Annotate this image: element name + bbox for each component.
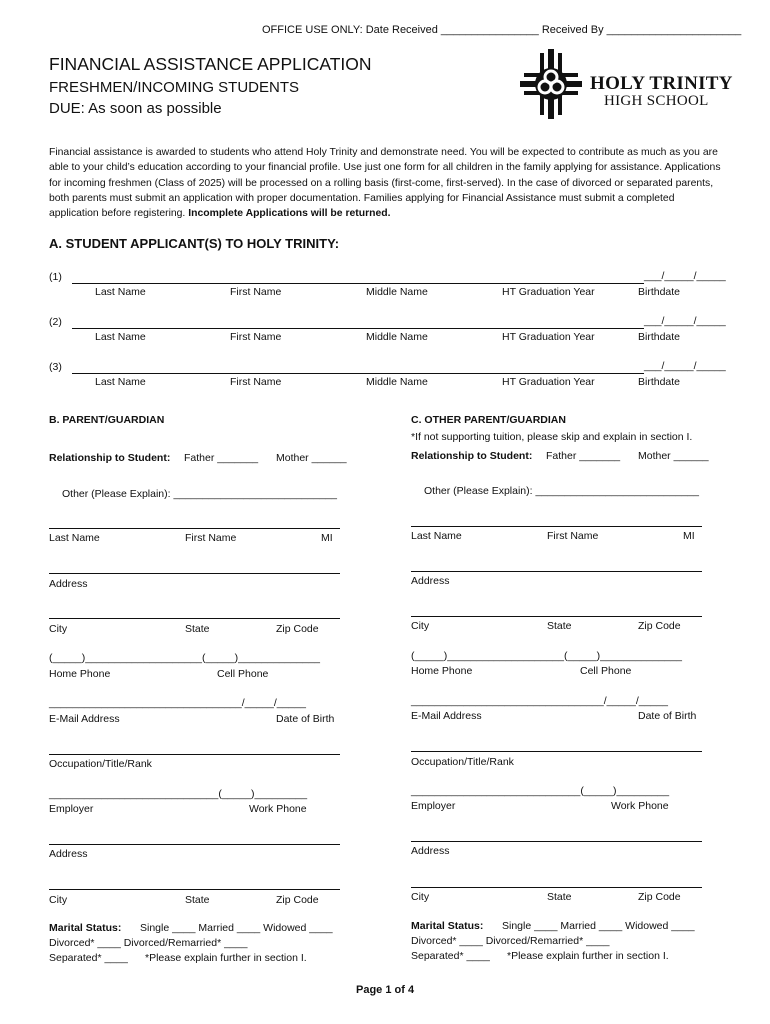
- address-field[interactable]: [49, 573, 340, 574]
- birthdate-field[interactable]: ___/_____/_____: [644, 315, 726, 327]
- label-city: City: [49, 623, 68, 635]
- label-work-phone: Work Phone: [249, 803, 307, 815]
- label-grad-year: HT Graduation Year: [502, 331, 595, 343]
- marital-status-label: Marital Status:: [411, 920, 484, 932]
- label-last-name: Last Name: [95, 376, 146, 388]
- label-cell-phone: Cell Phone: [217, 668, 269, 680]
- label-city: City: [49, 894, 68, 906]
- label-last-name: Last Name: [411, 530, 462, 542]
- row-number: (2): [49, 316, 62, 328]
- form-subtitle: FRESHMEN/INCOMING STUDENTS: [49, 79, 300, 96]
- relationship-label: Relationship to Student:: [411, 450, 533, 462]
- label-last-name: Last Name: [49, 532, 100, 544]
- label-last-name: Last Name: [95, 286, 146, 298]
- occupation-field[interactable]: [411, 751, 702, 752]
- holy-trinity-emblem-icon: [520, 49, 582, 119]
- label-city: City: [411, 891, 430, 903]
- label-first-name: First Name: [230, 286, 282, 298]
- student-name-field[interactable]: [72, 328, 644, 329]
- label-city: City: [411, 620, 430, 632]
- student-name-field[interactable]: [72, 283, 644, 284]
- label-zip: Zip Code: [638, 620, 681, 632]
- section-a-title: A. STUDENT APPLICANT(S) TO HOLY TRINITY:: [49, 236, 340, 251]
- form-title: FINANCIAL ASSISTANCE APPLICATION: [49, 54, 372, 74]
- label-home-phone: Home Phone: [49, 668, 111, 680]
- label-first-name: First Name: [185, 532, 237, 544]
- label-zip: Zip Code: [638, 891, 681, 903]
- label-email: E-Mail Address: [49, 713, 120, 725]
- email-dob-field[interactable]: _________________________________/_____/_____: [49, 697, 306, 709]
- label-home-phone: Home Phone: [411, 665, 473, 677]
- label-address: Address: [49, 578, 88, 590]
- city-state-zip-field[interactable]: [49, 618, 340, 619]
- birthdate-field[interactable]: ___/_____/_____: [644, 360, 726, 372]
- school-logo: [520, 49, 733, 119]
- email-dob-field[interactable]: _________________________________/_____/_____: [411, 695, 668, 707]
- label-middle-name: Middle Name: [366, 376, 428, 388]
- intro-paragraph: Financial assistance is awarded to students who attend Holy Trinity and demonstrate need. You will be expected to contribute as much as you are able to your child’s education according to your financial profile. Use just one form for all children in the family applying for assistance. Applications for incoming freshmen (Class of 2025) will be processed on a rolling basis (first-come, first-served). In the case of divorced or separated parents, both parents must submit an application with proper documentation. Families applying for Financial Assistance must submit a completed application before registering. Incomplete Applications will be returned.: [49, 147, 721, 220]
- student-name-field[interactable]: [72, 373, 644, 374]
- label-middle-name: Middle Name: [366, 331, 428, 343]
- father-option[interactable]: Father _______: [546, 450, 621, 462]
- phone-field[interactable]: (_____)____________________(_____)______________: [49, 652, 320, 664]
- label-email: E-Mail Address: [411, 710, 482, 722]
- other-explain-field[interactable]: Other (Please Explain): ____________________________: [424, 485, 699, 497]
- other-explain-field[interactable]: Other (Please Explain): ____________________________: [62, 488, 337, 500]
- mother-option[interactable]: Mother ______: [276, 452, 347, 464]
- label-birthdate: Birthdate: [638, 331, 681, 343]
- row-number: (3): [49, 361, 62, 373]
- label-mi: MI: [683, 530, 695, 542]
- label-first-name: First Name: [547, 530, 599, 542]
- label-first-name: First Name: [230, 376, 282, 388]
- label-state: State: [547, 620, 572, 632]
- city-state-zip-field[interactable]: [411, 616, 702, 617]
- label-state: State: [185, 623, 210, 635]
- marital-options-3[interactable]: Separated* ____: [49, 952, 128, 964]
- label-dob: Date of Birth: [276, 713, 335, 725]
- birthdate-field[interactable]: ___/_____/_____: [644, 270, 726, 282]
- father-option[interactable]: Father _______: [184, 452, 259, 464]
- section-b-title: B. PARENT/GUARDIAN: [49, 414, 165, 426]
- marital-note: *Please explain further in section I.: [145, 952, 307, 964]
- marital-note: *Please explain further in section I.: [507, 950, 669, 962]
- label-first-name: First Name: [230, 331, 282, 343]
- label-cell-phone: Cell Phone: [580, 665, 632, 677]
- address-field[interactable]: [411, 571, 702, 572]
- marital-options-1[interactable]: Single ____ Married ____ Widowed ____: [502, 920, 695, 932]
- employer-city-field[interactable]: [49, 889, 340, 890]
- label-birthdate: Birthdate: [638, 376, 681, 388]
- phone-field[interactable]: (_____)____________________(_____)______________: [411, 650, 682, 662]
- label-last-name: Last Name: [95, 331, 146, 343]
- marital-options-1[interactable]: Single ____ Married ____ Widowed ____: [140, 922, 333, 934]
- employer-address-field[interactable]: [49, 844, 340, 845]
- label-grad-year: HT Graduation Year: [502, 376, 595, 388]
- intro-warning: Incomplete Applications will be returned.: [188, 208, 391, 220]
- label-middle-name: Middle Name: [366, 286, 428, 298]
- marital-status-label: Marital Status:: [49, 922, 122, 934]
- office-use-line: OFFICE USE ONLY: Date Received ________________ Received By ______________________: [262, 24, 742, 36]
- section-c-note: *If not supporting tuition, please skip and explain in section I.: [411, 431, 693, 443]
- label-zip: Zip Code: [276, 894, 319, 906]
- label-mi: MI: [321, 532, 333, 544]
- employer-city-field[interactable]: [411, 887, 702, 888]
- label-employer: Employer: [49, 803, 94, 815]
- label-state: State: [547, 891, 572, 903]
- label-grad-year: HT Graduation Year: [502, 286, 595, 298]
- label-dob: Date of Birth: [638, 710, 697, 722]
- label-occupation: Occupation/Title/Rank: [49, 758, 152, 770]
- label-birthdate: Birthdate: [638, 286, 681, 298]
- marital-options-2[interactable]: Divorced* ____ Divorced/Remarried* ____: [411, 935, 610, 947]
- row-number: (1): [49, 271, 62, 283]
- employer-field[interactable]: _____________________________(_____)_________: [411, 785, 670, 797]
- occupation-field[interactable]: [49, 754, 340, 755]
- label-zip: Zip Code: [276, 623, 319, 635]
- employer-field[interactable]: _____________________________(_____)_________: [49, 788, 308, 800]
- due-date: DUE: As soon as possible: [49, 100, 222, 117]
- page-number: Page 1 of 4: [356, 984, 415, 996]
- label-address: Address: [411, 575, 450, 587]
- logo-subname: HIGH SCHOOL: [604, 93, 709, 109]
- label-occupation: Occupation/Title/Rank: [411, 756, 514, 768]
- label-work-phone: Work Phone: [611, 800, 669, 812]
- relationship-label: Relationship to Student:: [49, 452, 171, 464]
- marital-options-2[interactable]: Divorced* ____ Divorced/Remarried* ____: [49, 937, 248, 949]
- section-c-title: C. OTHER PARENT/GUARDIAN: [411, 414, 566, 426]
- label-address: Address: [411, 845, 450, 857]
- marital-options-3[interactable]: Separated* ____: [411, 950, 490, 962]
- employer-address-field[interactable]: [411, 841, 702, 842]
- name-field[interactable]: [49, 528, 340, 529]
- name-field[interactable]: [411, 526, 702, 527]
- label-employer: Employer: [411, 800, 456, 812]
- logo-name: HOLY TRINITY: [590, 73, 733, 94]
- mother-option[interactable]: Mother ______: [638, 450, 709, 462]
- label-state: State: [185, 894, 210, 906]
- label-address: Address: [49, 848, 88, 860]
